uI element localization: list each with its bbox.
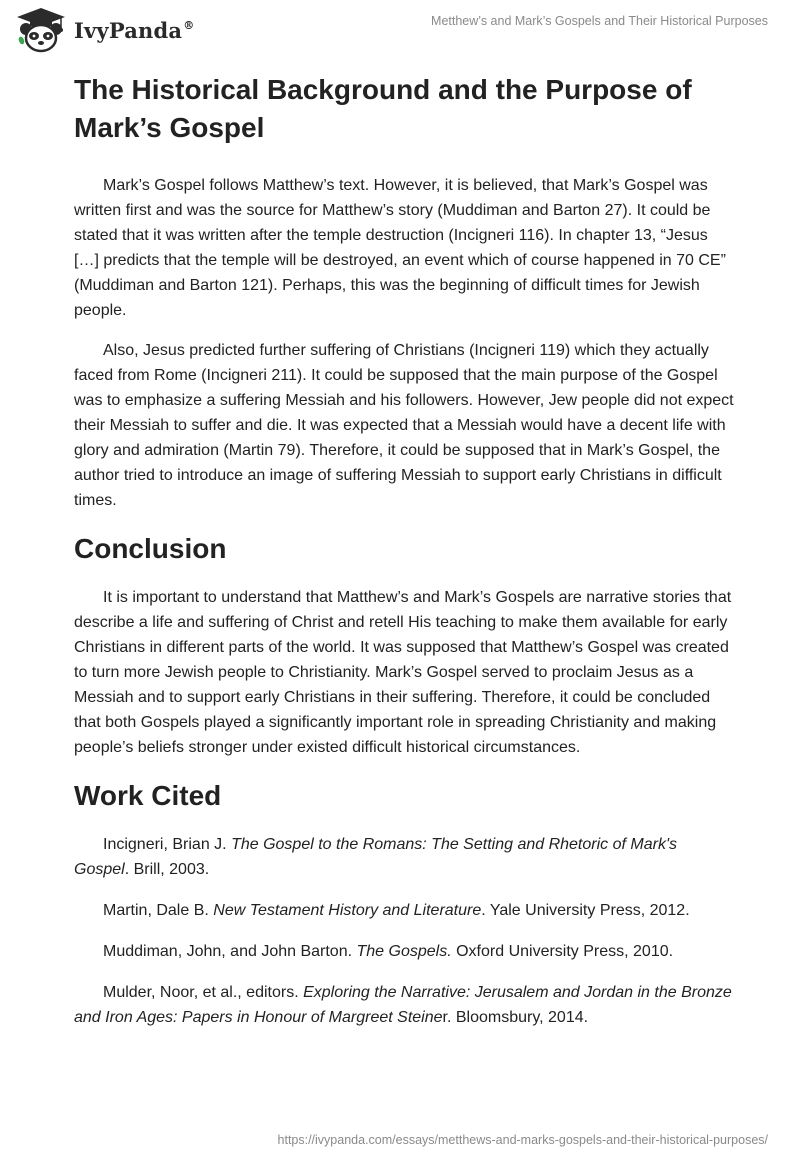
section-heading-work-cited: Work Cited: [74, 780, 222, 811]
paragraph: Mark’s Gospel follows Matthew’s text. However, it is believed, that Mark’s Gospel was written first and was the source for Matthew’s story (Muddiman and Barton 27). It could be stated that it was written after the temple destruction (Incigneri 116). In chapter 13, “Jesus […] predicts that the temple will be destroyed, an event which of course happened in 70 CE” (Muddiman and Barton 121). Perhaps, this was the beginning of difficult times for Jewish people.: [74, 177, 726, 319]
panda-graduate-icon: [14, 7, 68, 53]
page-header: [0, 0, 800, 60]
section-heading-mark-gospel: The Historical Background and the Purpose of Mark’s Gospel: [74, 74, 692, 143]
brand-name: IvyPanda®: [74, 17, 195, 43]
paragraph: Also, Jesus predicted further suffering of Christians (Incigneri 119) which they actually faced from Rome (Incigneri 211). It could be supposed that the main purpose of the Gospel was to emphasize a suffering Messiah and his followers. However, Jew people did not expect their Messiah to suffer and die. It was expected that a Messiah would have a decent life with glory and admiration (Martin 79). Therefore, it could be supposed that in Mark’s Gospel, the author tried to introduce an image of suffering Messiah to support early Christians in difficult times.: [74, 342, 734, 509]
citation-entry: Incigneri, Brian J. The Gospel to the Romans: The Setting and Rhetoric of Mark's Gospel. Brill, 2003.: [74, 836, 677, 878]
essay-content: [74, 71, 734, 1030]
citation-entry: Mulder, Noor, et al., editors. Exploring the Narrative: Jerusalem and Jordan in the Bronze and Iron Ages: Papers in Honour of Margreet Steiner. Bloomsbury, 2014.: [74, 984, 732, 1026]
document-title: Metthew’s and Mark’s Gospels and Their Historical Purposes: [431, 14, 768, 28]
source-url[interactable]: https://ivypanda.com/essays/metthews-and-marks-gospels-and-their-historical-purposes/: [277, 1133, 768, 1147]
citation-entry: Martin, Dale B. New Testament History and Literature. Yale University Press, 2012.: [103, 902, 690, 919]
paragraph: It is important to understand that Matthew’s and Mark’s Gospels are narrative stories that describe a life and suffering of Christ and retell His teaching to make them available for early Christians in different parts of the world. It was supposed that Matthew’s Gospel was created to turn more Jewish people to Christianity. Mark’s Gospel served to proclaim Jesus as a Messiah and to support early Christians in their suffering. Therefore, it could be concluded that both Gospels played a significantly important role in spreading Christianity and making people’s beliefs stronger under existed difficult historical circumstances.: [74, 589, 732, 756]
citation-entry: Muddiman, John, and John Barton. The Gospels. Oxford University Press, 2010.: [103, 943, 674, 960]
section-heading-conclusion: Conclusion: [74, 533, 227, 564]
ivypanda-logo[interactable]: [14, 7, 194, 53]
